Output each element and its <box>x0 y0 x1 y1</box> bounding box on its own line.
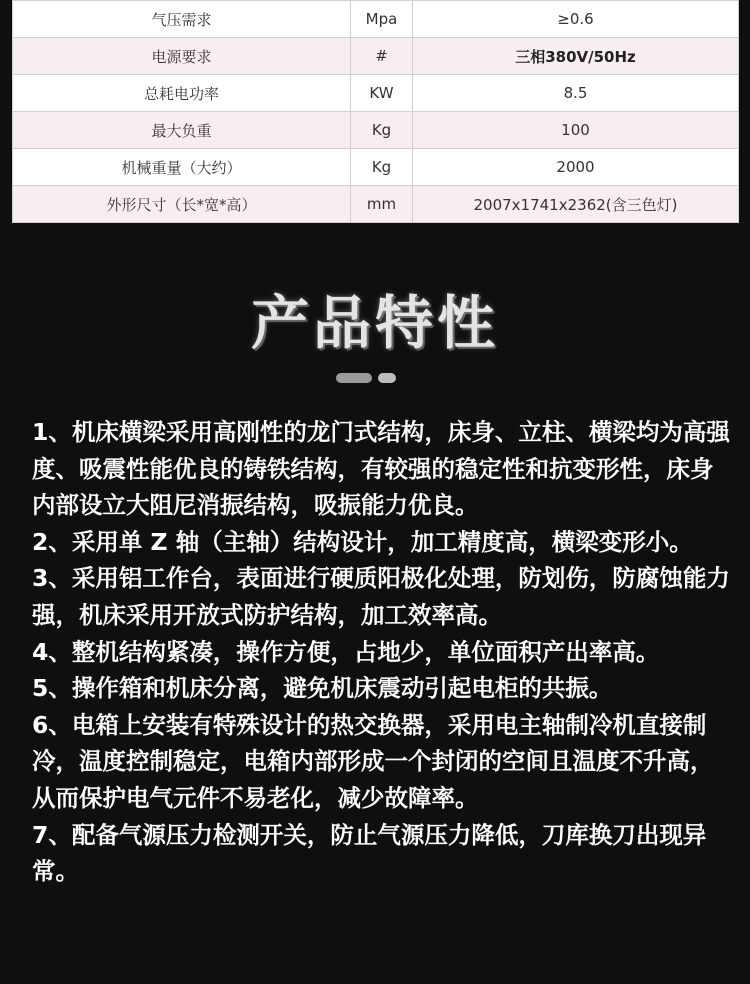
feature-item: 1、机床横梁采用高刚性的龙门式结构，床身、立柱、横梁均为高强度、吸震性能优良的铸铁结构，有较强的稳定性和抗变形性，床身内部设立大阻尼消振结构，吸振能力优良。 <box>32 418 730 520</box>
spec-value-cell: 8.5 <box>413 75 739 112</box>
spec-unit-cell: KW <box>351 75 413 112</box>
spec-value-cell: 2007x1741x2362(含三色灯) <box>413 186 739 223</box>
feature-item: 7、配备气源压力检测开关，防止气源压力降低，刀库换刀出现异常。 <box>32 820 707 886</box>
spec-table-container <box>12 0 738 223</box>
spec-unit-cell: Mpa <box>351 1 413 38</box>
spec-value-cell: ≥0.6 <box>413 1 739 38</box>
spec-name-cell: 总耗电功率 <box>13 75 351 112</box>
table-row <box>13 1 739 38</box>
table-row <box>13 38 739 75</box>
feature-item: 5、操作箱和机床分离，避免机床震动引起电柜的共振。 <box>32 674 613 703</box>
spec-name-cell: 最大负重 <box>13 112 351 149</box>
table-row <box>13 149 739 186</box>
divider-bar <box>336 373 372 383</box>
spec-unit-cell: Kg <box>351 112 413 149</box>
spec-name-cell: 外形尺寸（长*宽*高） <box>13 186 351 223</box>
feature-item: 6、电箱上安装有特殊设计的热交换器，采用电主轴制冷机直接制冷，温度控制稳定，电箱内部形成一个封闭的空间且温度不升高，从而保护电气元件不易老化，减少故障率。 <box>32 710 714 812</box>
spec-unit-cell: mm <box>351 186 413 223</box>
spec-table <box>12 0 739 223</box>
divider-dot <box>378 373 396 383</box>
spec-unit-cell: Kg <box>351 149 413 186</box>
feature-list <box>32 414 732 890</box>
spec-name-cell: 机械重量（大约） <box>13 149 351 186</box>
spec-name-cell: 气压需求 <box>13 1 351 38</box>
section-title: 产品特性 <box>250 289 499 357</box>
feature-item: 3、采用铝工作台，表面进行硬质阳极化处理，防划伤，防腐蚀能力强，机床采用开放式防护结构，加工效率高。 <box>32 564 730 629</box>
feature-item: 4、整机结构紧凑，操作方便，占地少，单位面积产出率高。 <box>32 637 660 666</box>
spec-value-cell: 三相380V/50Hz <box>413 38 739 75</box>
spec-value-cell: 100 <box>413 112 739 149</box>
feature-item: 2、采用单 Z 轴（主轴）结构设计，加工精度高，横梁变形小。 <box>32 527 693 556</box>
table-row <box>13 112 739 149</box>
spec-unit-cell: # <box>351 38 413 75</box>
spec-name-cell: 电源要求 <box>13 38 351 75</box>
table-row <box>13 75 739 112</box>
spec-value-cell: 2000 <box>413 149 739 186</box>
title-divider <box>336 373 398 383</box>
table-row <box>13 186 739 223</box>
